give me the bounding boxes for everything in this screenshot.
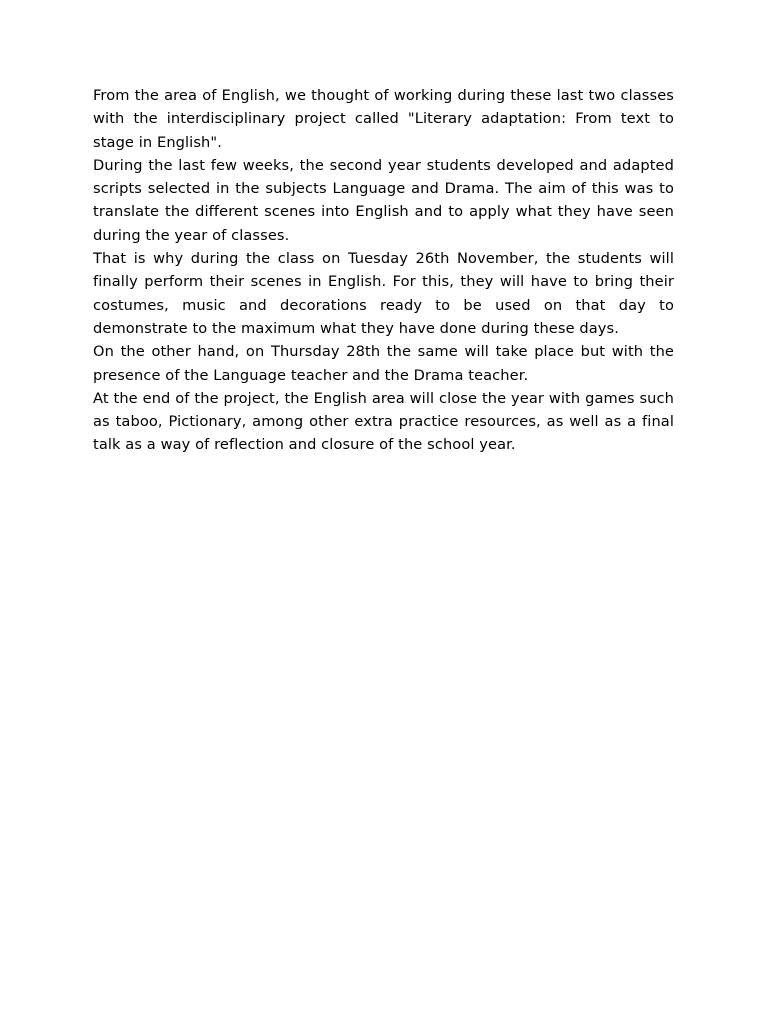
paragraph-performance: That is why during the class on Tuesday 26th November, the students will finally perform their scenes in English. For this, they will have to bring their costumes, music and decorations ready to be used on that day to demonstrate to the maximum what they have done during these days. [93, 250, 674, 337]
paragraph-scripts: During the last few weeks, the second year students developed and adapted scripts selected in the subjects Language and Drama. The aim of this was to translate the different scenes into English and to apply what they have seen during the year of classes. [93, 156, 674, 244]
paragraph-intro: From the area of English, we thought of working during these last two classes with the interdisciplinary project called "Literary adaptation: From text to stage in English". [93, 87, 674, 151]
document-page [93, 84, 674, 457]
paragraph-closure: At the end of the project, the English area will close the year with games such as taboo, Pictionary, among other extra practice resources, as well as a final talk as a way of reflection and closure of the school year. [93, 389, 674, 454]
paragraph-thursday: On the other hand, on Thursday 28th the same will take place but with the presence of the Language teacher and the Drama teacher. [93, 343, 674, 384]
